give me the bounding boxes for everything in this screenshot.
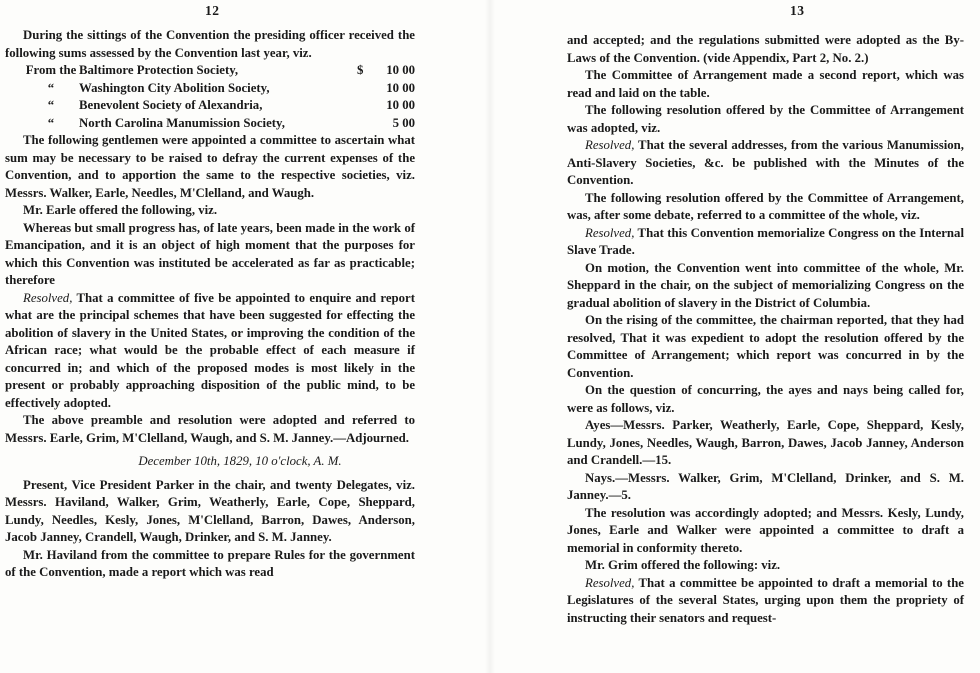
paragraph: The resolution was accordingly adopted; and Messrs. Kesly, Lundy, Jones, Earle and Walker were appointed a committee to draft a memorial in conformity thereto. <box>567 505 964 555</box>
nays-paragraph: Nays.—Messrs. Walker, Grim, M'Clelland, Drinker, and S. M. Janney.—5. <box>567 470 964 502</box>
paragraph: The following resolution offered by the Committee of Arrangement, was, after some debate, referred to a committee of the whole, viz. <box>567 190 964 222</box>
resolved-lead: Resolved, <box>23 290 73 305</box>
ledger-row <box>23 62 415 80</box>
resolution-paragraph <box>567 137 964 190</box>
right-page-text <box>567 32 964 627</box>
paragraph: Mr. Grim offered the following: viz. <box>585 558 781 572</box>
resolution-paragraph <box>567 225 964 260</box>
paragraph: Mr. Earle offered the following, viz. <box>23 203 218 217</box>
ledger-row <box>23 115 415 133</box>
ledger-currency <box>357 80 371 98</box>
resolved-lead: Resolved, <box>585 575 635 590</box>
paragraph: On the question of concurring, the ayes and nays being called for, were as follows, viz. <box>567 383 964 415</box>
sums-ledger <box>23 62 415 132</box>
resolution-text: That this Convention memorialize Congress on the Internal Slave Trade. <box>567 225 964 257</box>
resolved-lead: Resolved, <box>585 138 635 152</box>
resolution-paragraph <box>5 290 415 413</box>
page-number: 12 <box>205 3 220 18</box>
resolution-text: That a committee be appointed to draft a memorial to the Legislatures of the several States, urging upon them the propriety of instructing their senators and request- <box>567 575 964 625</box>
ledger-society: Baltimore Protection Society, <box>79 63 239 77</box>
ledger-currency: $ <box>357 63 364 77</box>
paragraph: On motion, the Convention went into committee of the whole, Mr. Sheppard in the chair, on the subject of memorializing Congress on the gradual abolition of slavery in the District of Columbia. <box>567 260 964 310</box>
paragraph: The Committee of Arrangement made a second report, which was read and laid on the table. <box>567 68 964 100</box>
ledger-currency <box>357 115 371 133</box>
ledger-amount: 10 00 <box>386 80 415 95</box>
left-page-text <box>5 27 415 582</box>
paragraph: The following gentlemen were appointed a committee to ascertain what sum may be necessary to be raised to defray the current expenses of the Convention, and to apportion the same to the respective societies, viz. Messrs. Walker, Earle, Needles, M'Clelland, and Waugh. <box>5 133 415 200</box>
ledger-amount: 10 00 <box>386 63 415 77</box>
resolution-text: That the several addresses, from the various Manumission, Anti-Slavery Societies, &c. be published with the Minutes of the Convention. <box>567 138 964 187</box>
paragraph: The above preamble and resolution were adopted and referred to Messrs. Earle, Grim, M'Clelland, Waugh, and S. M. Janney.—Adjourned. <box>5 413 415 445</box>
resolved-lead: Resolved, <box>585 225 635 240</box>
paragraph: The following resolution offered by the Committee of Arrangement was adopted, viz. <box>567 103 964 135</box>
ayes-paragraph: Ayes—Messrs. Parker, Weatherly, Earle, Cope, Sheppard, Kesly, Lundy, Jones, Needles, Waugh, Barron, Dawes, Jacob Janney, Anderson and Crandell.—15. <box>567 418 964 467</box>
right-page <box>490 0 980 673</box>
ledger-prefix: “ <box>47 80 55 95</box>
ledger-currency <box>357 97 371 115</box>
resolution-paragraph <box>567 575 964 628</box>
ledger-society: North Carolina Manumission Society, <box>79 115 285 130</box>
ledger-amount: 5 00 <box>392 115 415 130</box>
resolution-text: That a committee of five be appointed to enquire and report what are the principal schemes that have been suggested for effecting the abolition of slavery in the United States, or improving the condition of the African race; what would be the probable effect of each measure if concurred in; and which of the proposed modes is most likely in the present or probably approaching disposition of the public mind, to be effectively adopted. <box>5 290 415 410</box>
ledger-prefix: “ <box>47 115 55 130</box>
paragraph: and accepted; and the regulations submitted were adopted as the By-Laws of the Convention. (vide Appendix, Part 2, No. 2.) <box>567 33 964 65</box>
page-number: 13 <box>790 3 805 18</box>
paragraph: During the sittings of the Convention the presiding officer received the following sums assessed by the Convention last year, viz. <box>5 28 415 60</box>
ledger-prefix: From the <box>25 63 77 77</box>
paragraph: Whereas but small progress has, of late years, been made in the work of Emancipation, and it is an object of high moment that the purposes for which this Convention was instituted be accelerated as far as practicable; therefore <box>5 220 415 287</box>
paragraph: Mr. Haviland from the committee to prepare Rules for the government of the Convention, made a report which was read <box>5 547 415 579</box>
ledger-row <box>23 97 415 115</box>
ledger-prefix: “ <box>47 98 55 112</box>
ledger-amount: 10 00 <box>386 98 415 112</box>
paragraph: On the rising of the committee, the chairman reported, that they had resolved, That it was expedient to adopt the resolution offered by the Committee of Arrangement; which report was concurred in by the Convention. <box>567 313 964 380</box>
date-heading: December 10th, 1829, 10 o'clock, A. M. <box>138 454 342 468</box>
ledger-row <box>23 80 415 98</box>
ledger-society: Benevolent Society of Alexandria, <box>79 98 263 112</box>
paragraph: Present, Vice President Parker in the chair, and twenty Delegates, viz. Messrs. Haviland, Walker, Grim, Weatherly, Earle, Cope, Sheppard, Lundy, Needles, Kesly, Jones, M'Clelland, Barron, Dawes, Anderson, Jacob Janney, Crandell, Waugh, Drinker, and S. M. Janney. <box>5 477 415 544</box>
ledger-society: Washington City Abolition Society, <box>79 80 270 95</box>
